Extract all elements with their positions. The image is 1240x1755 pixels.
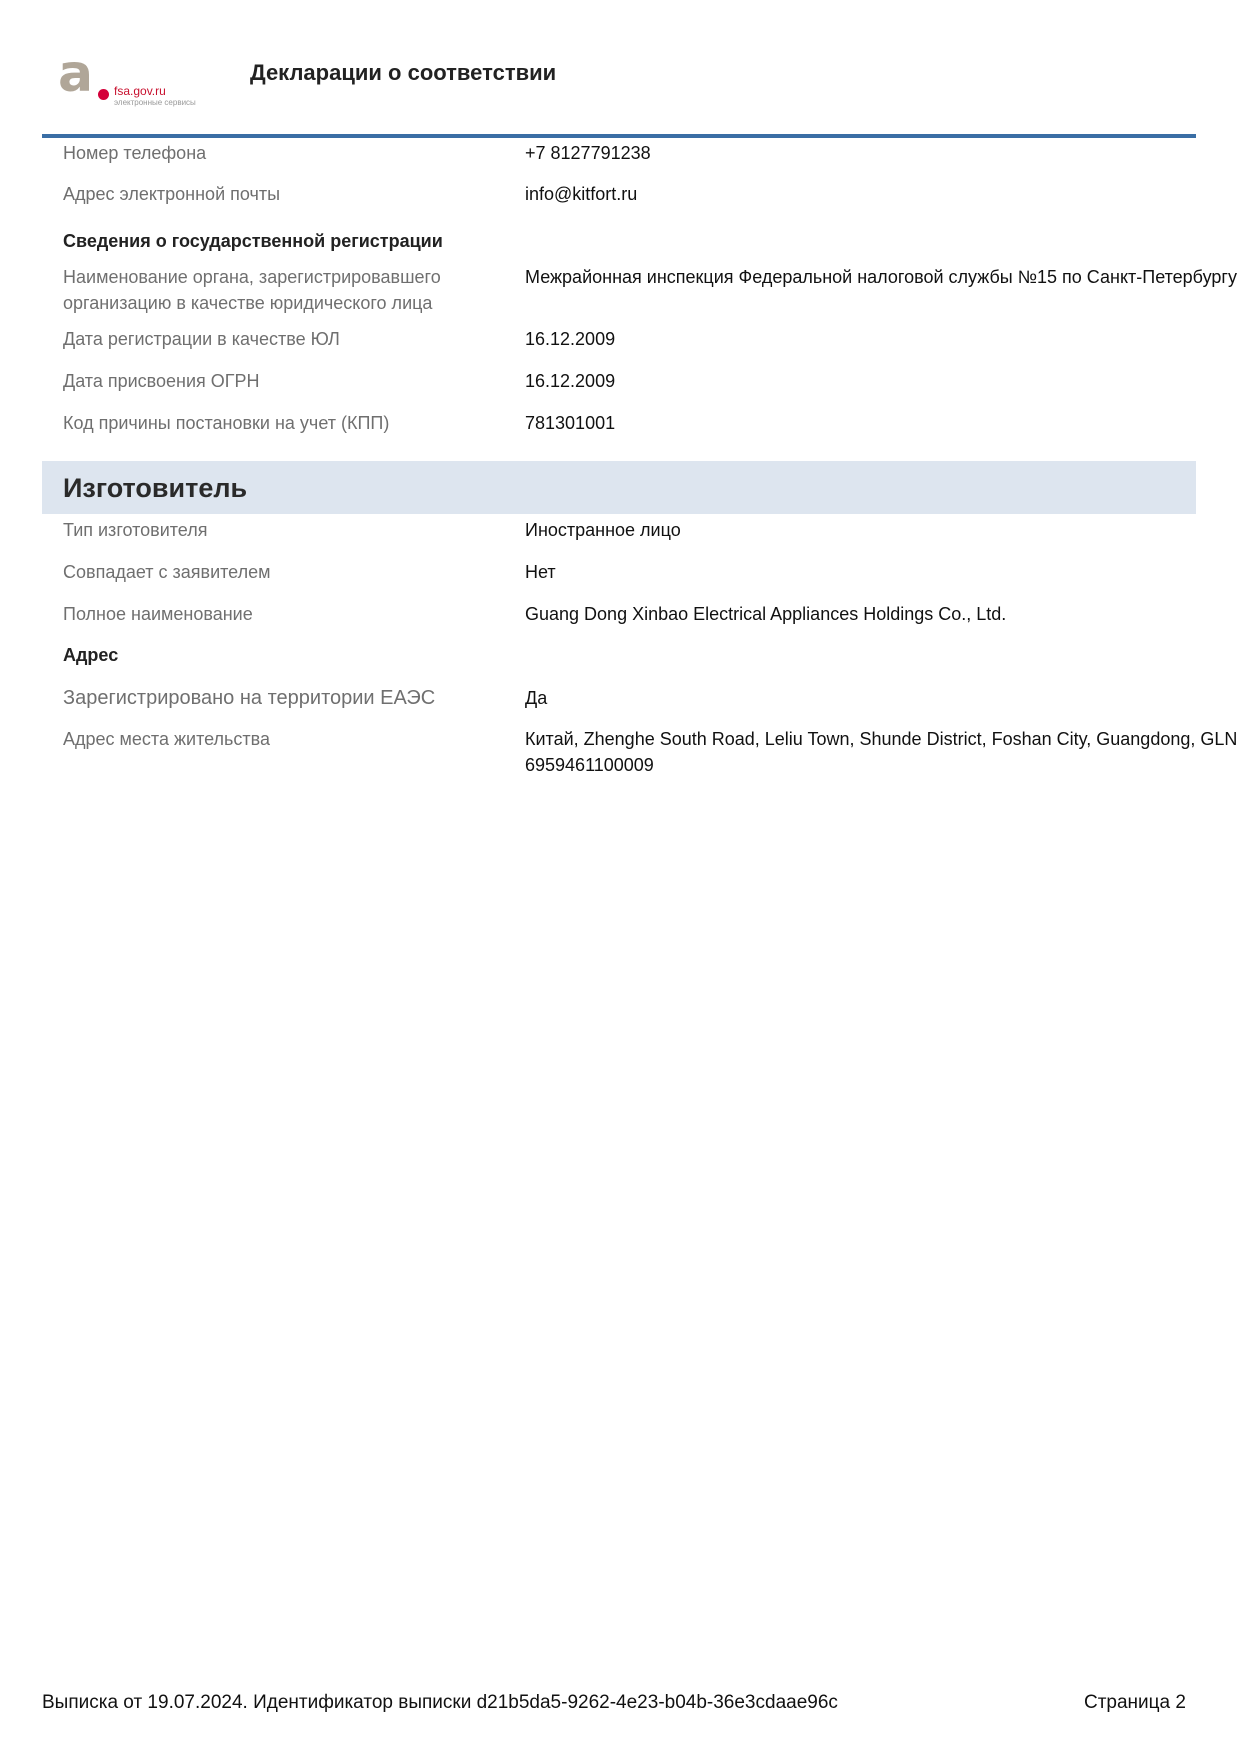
reg-authority-value: Межрайонная инспекция Федеральной налоговой службы №15 по Санкт-Петербургу [525, 267, 1237, 287]
logo-dot-icon [98, 89, 109, 100]
fsa-logo [58, 44, 218, 112]
document-title: Декларации о соответствии [250, 60, 557, 85]
eaes-label: Зарегистрировано на территории ЕАЭС [63, 687, 436, 709]
logo-domain: fsa.gov.ru [114, 84, 166, 98]
manufacturer-section-header [42, 461, 1196, 514]
residence-value: Китай, Zhenghe South Road, Leliu Town, Shunde District, Foshan City, Guangdong, GLN 6959461100009 [525, 729, 1238, 775]
reg-date-label: Дата регистрации в качестве ЮЛ [63, 329, 340, 349]
ogrn-date-label: Дата присвоения ОГРН [63, 371, 260, 391]
manufacturer-type-value: Иностранное лицо [525, 520, 681, 540]
reg-authority-label: Наименование органа, зарегистрировавшего организацию в качестве юридического лица [63, 267, 441, 313]
ogrn-date-value: 16.12.2009 [525, 371, 616, 391]
phone-value: +7 8127791238 [525, 143, 651, 163]
email-label: Адрес электронной почты [63, 184, 281, 204]
phone-label: Номер телефона [63, 143, 207, 163]
same-as-applicant-label: Совпадает с заявителем [63, 562, 271, 582]
footer-page-number: Страница 2 [1084, 1692, 1186, 1713]
footer-extract-info: Выписка от 19.07.2024. Идентификатор выписки d21b5da5-9262-4e23-b04b-36e3cdaae96c [42, 1692, 838, 1713]
page-header [0, 0, 1240, 140]
manufacturer-section-title: Изготовитель [63, 473, 248, 503]
manufacturer-type-label: Тип изготовителя [63, 520, 208, 540]
registration-heading: Сведения о государственной регистрации [63, 231, 443, 251]
kpp-value: 781301001 [525, 413, 616, 433]
eaes-value: Да [525, 688, 548, 708]
residence-label: Адрес места жительства [63, 729, 271, 749]
kpp-label: Код причины постановки на учет (КПП) [63, 413, 390, 433]
logo-a-icon: a [58, 44, 94, 104]
address-heading: Адрес [63, 645, 119, 665]
reg-date-value: 16.12.2009 [525, 329, 616, 349]
full-name-label: Полное наименование [63, 604, 253, 624]
same-as-applicant-value: Нет [525, 562, 556, 582]
full-name-value: Guang Dong Xinbao Electrical Appliances Holdings Co., Ltd. [525, 604, 1007, 624]
logo-subtitle: электронные сервисы [114, 98, 196, 107]
header-divider [42, 134, 1196, 138]
email-value: info@kitfort.ru [525, 184, 638, 204]
